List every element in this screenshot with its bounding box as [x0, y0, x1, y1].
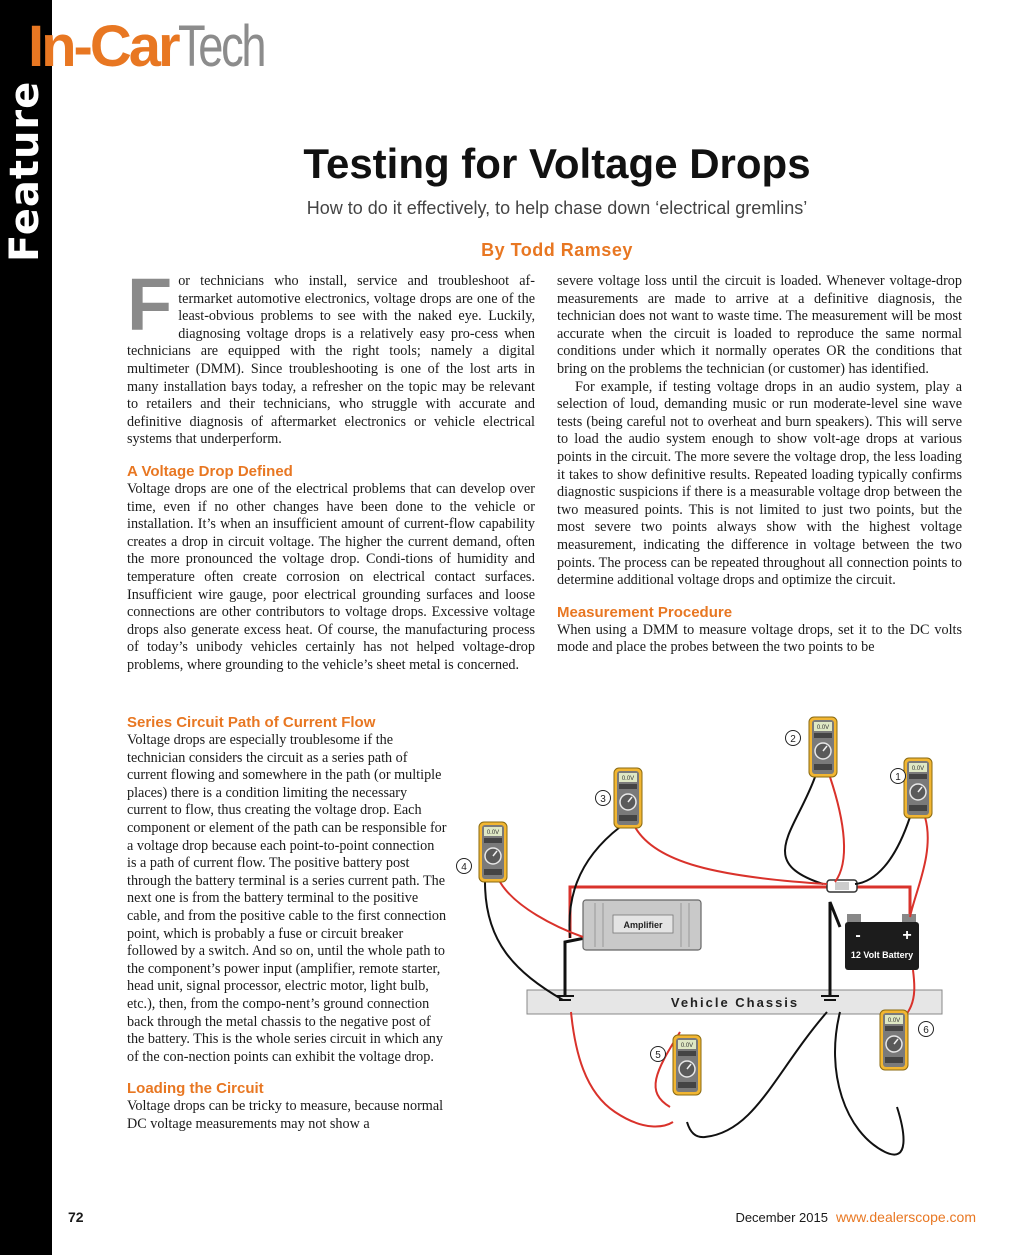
- drop-cap: F: [127, 263, 173, 346]
- battery-label: 12 Volt Battery: [850, 950, 914, 960]
- brand-incar: In-Car: [28, 14, 178, 79]
- battery-positive-sign: +: [902, 927, 912, 944]
- meter-number: 5: [655, 1050, 661, 1061]
- battery-negative-sign: -: [855, 927, 861, 944]
- meter-reading: 0.0V: [911, 766, 925, 772]
- column-lower-left: [127, 713, 447, 1133]
- article-subtitle: How to do it effectively, to help chase down ‘electrical gremlins’: [306, 198, 808, 218]
- meter-number: 6: [923, 1025, 929, 1036]
- section-heading: Series Circuit Path of Current Flow: [127, 714, 376, 731]
- meter-number: 2: [790, 734, 796, 745]
- battery: [845, 914, 919, 970]
- meter-reading: 0.0V: [887, 1018, 901, 1024]
- meter-reading: 0.0V: [680, 1043, 694, 1049]
- meter-reading: 0.0V: [486, 830, 500, 836]
- paragraph: For example, if testing voltage drops in an audio system, play a selection of loud, demanding music or run moderate-level sine wave tests (being careful not to overheat and burn speakers). This will serve to load the audio system enough to show volt-age drops at various points in the circuit. The more severe the voltage drop, the less loading it takes to show definitive results. Repeated loading typically confirms diagnostic suspicions if there is a measurable voltage drop between the two measured points. This is not limited to just two points, but the most severe two points always show with the highest voltage measurement, indicating the difference in voltage between the two points. The process can be repeated throughout all connection points to determine additional voltage drops and optimize the circuit.: [557, 378, 962, 589]
- meter-reading: 0.0V: [816, 725, 830, 731]
- page-number: 72: [68, 1209, 84, 1225]
- article-byline: By Todd Ramsey: [481, 240, 633, 260]
- meter-number: 3: [600, 794, 606, 805]
- section-heading: Measurement Procedure: [557, 603, 733, 621]
- footer-info: [735, 1209, 976, 1225]
- section-body: Voltage drops can be tricky to measure, because normal DC voltage measurements may not show a: [127, 1098, 444, 1132]
- fuse: [835, 882, 849, 890]
- section-body: When using a DMM to measure voltage drops, set it to the DC volts mode and place the probes between the two points to be: [557, 621, 962, 656]
- meter-reading: 0.0V: [621, 776, 635, 782]
- intro-paragraph: [127, 263, 535, 449]
- website-link[interactable]: www.dealerscope.com: [835, 1209, 976, 1225]
- column-right: [557, 273, 962, 657]
- paragraph: severe voltage loss until the circuit is loaded. Whenever voltage-drop measurements are made to arrive at a definitive diagnosis, the technician does not want to waste time. The measurement will be most accurate when the circuit is loaded to reproduce the same normal conditions under which it normally operates OR the conditions that bring on the problems the technician (or customer) has identified.: [557, 273, 962, 377]
- section-label: Feature: [2, 80, 48, 262]
- meter-number: 4: [461, 862, 467, 873]
- intro-text: or technicians who install, service and troubleshoot af-termarket automotive electronics, voltage drops are one of the least-obvious problems to see with the naked eye. Luckily, diagnosing voltage drops is a relatively easy pro-cess when technicians are equipped with the right tools; namely a digital multimeter (DMM). Since troubleshooting is one of the lost arts in many installation bays today, a refresher on the topic may be relevant to retailers and their technicians, who struggle with accurate and definitive diagnosis of aftermarket electronics or vehicle electrical systems that underperform.: [127, 273, 535, 448]
- chassis-label: Vehicle Chassis: [670, 995, 800, 1010]
- brand-logo: [28, 14, 288, 79]
- battery-ground-wire: [830, 902, 840, 995]
- section-heading: Loading the Circuit: [127, 1080, 264, 1098]
- amplifier: [583, 900, 701, 950]
- meter-number: 1: [895, 772, 901, 783]
- section-body: Voltage drops are one of the electrical problems that can develop over time, even if no other changes have been done to the vehicle or installation. It’s when an insufficient amount of current-flow capability creates a drop in circuit voltage. The higher the current demand, often the more pronounced the voltage drop. Condi-tions of humidity and temperature often create corrosion on electrical contact surfaces. Insufficient wire gauge, poor electrical grounding surfaces and loose connections are other contributors to voltage drops. Excessive voltage drops also generate excess heat. Of course, the manufacturing process of today’s unibody vehicles certainly has not helped voltage-drop problems, where grounding to the vehicle’s sheet metal is concerned.: [127, 480, 535, 673]
- issue-date: December 2015: [735, 1210, 828, 1225]
- column-left: [127, 263, 535, 674]
- article-title: Testing for Voltage Drops: [303, 140, 811, 187]
- brand-tech: Tech: [177, 14, 264, 79]
- section-body: Voltage drops are especially troublesome if the technician considers the circuit as a series path of current flowing and somewhere in the path (or multiple places) there is a condition limiting the necessary current to flow, thus creating the voltage drop. Each component or element of the path can be responsible for a voltage drop because each point-to-point connection is a path of current flow. The positive battery post through the battery terminal is a series current path. The next one is from the battery terminal to the positive cable, and from the positive cable to the first connection point, which is probably a fuse or circuit breaker followed by a switch. And so on, until the whole path to the component’s power input (amplifier, remote starter, head unit, signal processor, electric motor, light bulb, etc.), then, from the compo-nent’s ground connection back through the metal chassis to the negative post of the battery. This is the whole series circuit in which any of the con-nection points can exhibit the voltage drop.: [127, 732, 447, 1065]
- amplifier-label: Amplifier: [623, 920, 663, 930]
- section-heading: A Voltage Drop Defined: [127, 462, 293, 480]
- amp-ground-wire: [565, 938, 585, 995]
- voltage-drop-diagram: [455, 712, 975, 1177]
